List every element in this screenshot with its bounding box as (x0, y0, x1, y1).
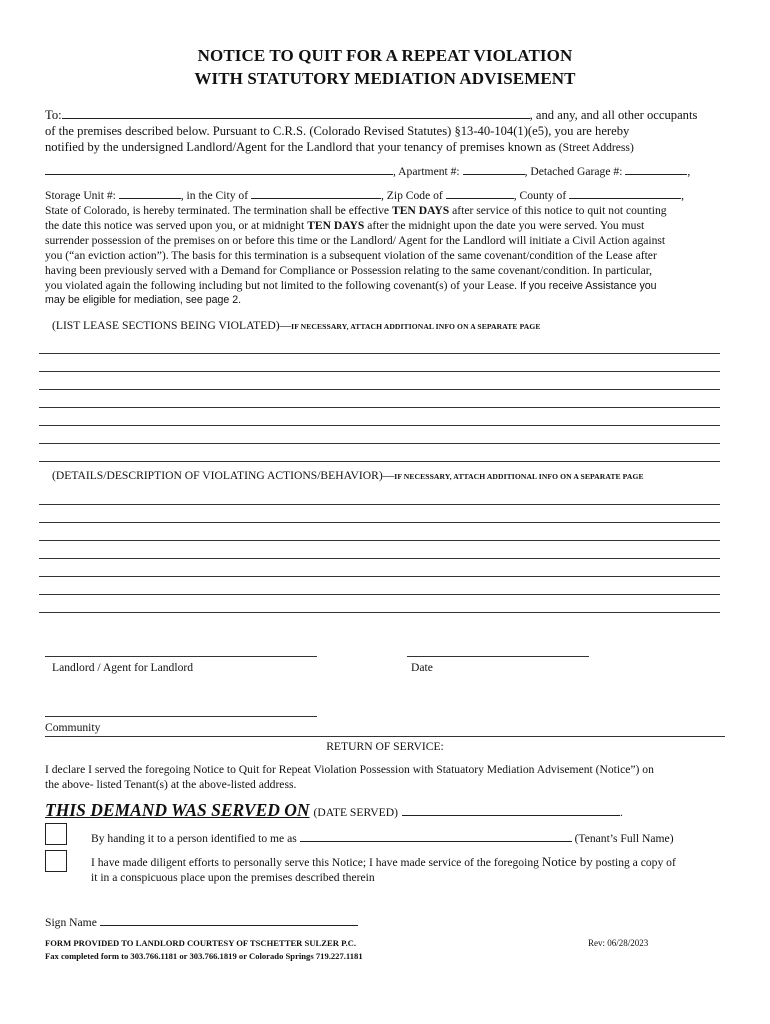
intro-line-2: of the premises described below. Pursuant to C.R.S. (Colorado Revised Statutes) §13-40-104(1)(e5), you are hereby (45, 124, 630, 138)
details-line-6[interactable] (39, 594, 720, 595)
zip-label: , Zip Code of (380, 189, 443, 202)
lease-line-6[interactable] (39, 443, 720, 444)
details-line-3[interactable] (39, 540, 720, 541)
storage-label: Storage Unit #: (45, 189, 116, 202)
date-signature-line[interactable] (407, 656, 589, 657)
body-line-1-text: State of Colorado, is hereby terminated. The termination shall be effective (45, 204, 390, 217)
section-divider (45, 736, 725, 737)
served-suffix: . (619, 806, 623, 819)
lease-line-2[interactable] (39, 371, 720, 372)
revision-date: Rev: 06/28/2023 (588, 938, 649, 948)
garage-field[interactable] (625, 163, 687, 175)
lease-line-7[interactable] (39, 461, 720, 462)
lease-line-4[interactable] (39, 407, 720, 408)
to-suffix: , and any, and all other occupants (529, 108, 698, 122)
county-label: , County of (513, 189, 567, 202)
details-heading (52, 468, 644, 484)
details-line-1[interactable] (39, 504, 720, 505)
intro-line-3 (45, 139, 634, 155)
hand-delivery-text: By handing it to a person identified to me as (91, 832, 297, 845)
title-line-2: WITH STATUTORY MEDIATION ADVISEMENT (194, 69, 576, 88)
hand-delivery-checkbox[interactable] (45, 823, 67, 845)
body-line-6 (45, 278, 657, 294)
body-line-3: surrender possession of the premises on or before this time or the Landlord/ Agent for the Landlord will initiate a Civil Action against (45, 234, 666, 247)
tenant-name-hint: (Tenant’s Full Name) (574, 832, 674, 845)
body-line-2 (45, 218, 644, 233)
zip-field[interactable] (446, 187, 514, 199)
body-line-6-text: you violated again the following including but not limited to the following covenant(s) of your Lease. (45, 279, 518, 292)
ten-days-bold-2: TEN DAYS (307, 219, 365, 232)
date-label: Date (411, 661, 433, 674)
details-line-7[interactable] (39, 612, 720, 613)
body-line-2-text: the date this notice was served upon you, or at midnight (45, 219, 305, 232)
city-label: , in the City of (180, 189, 249, 202)
mediation-note: may be eligible for mediation, see page 2. (45, 294, 242, 306)
posting-text-c: posting a copy of (595, 856, 676, 869)
body-line-1-end: after service of this notice to quit not counting (452, 204, 667, 217)
county-suffix: , (681, 189, 685, 202)
details-line-4[interactable] (39, 558, 720, 559)
lease-line-5[interactable] (39, 425, 720, 426)
intro-to-line (45, 107, 745, 123)
ten-days-bold-1: TEN DAYS (391, 204, 450, 217)
garage-suffix: , (687, 165, 691, 178)
title-line-1: NOTICE TO QUIT FOR A REPEAT VIOLATION (197, 46, 573, 65)
posting-line-1 (91, 854, 676, 870)
posting-text-b: Notice by (541, 854, 593, 869)
body-line-2-end: after the midnight upon the date you were served. You must (367, 219, 645, 232)
landlord-agent-label: Landlord / Agent for Landlord (52, 661, 194, 674)
premises-line (45, 163, 690, 179)
posting-line-2: it in a conspicuous place upon the premises described therein (91, 871, 375, 884)
details-line-2[interactable] (39, 522, 720, 523)
community-line[interactable] (45, 716, 317, 717)
declare-line-1: I declare I served the foregoing Notice to Quit for Repeat Violation Possession with Statuatory Mediation Advisement (Notice”) on (45, 763, 654, 776)
apartment-label: , Apartment #: (393, 165, 460, 178)
street-address-hint: (Street Address) (558, 141, 634, 154)
posting-checkbox[interactable] (45, 850, 67, 872)
apartment-field[interactable] (463, 163, 525, 175)
body-line-4: you (“an eviction action”). The basis for this termination is a subsequent violation of the same covenant/condition of the Lease after (45, 249, 657, 262)
date-served-field[interactable] (402, 804, 620, 816)
details-note: IF NECESSARY, ATTACH ADDITIONAL INFO ON A SEPARATE PAGE (394, 472, 644, 481)
garage-label: , Detached Garage #: (524, 165, 623, 178)
lease-line-3[interactable] (39, 389, 720, 390)
details-line-5[interactable] (39, 576, 720, 577)
sign-name-line (45, 914, 358, 930)
assistance-note: If you receive Assistance you (519, 280, 657, 292)
footer-courtesy: FORM PROVIDED TO LANDLORD COURTESY OF TSCHETTER SULZER P.C. (45, 938, 357, 948)
return-of-service-heading: RETURN OF SERVICE: (326, 740, 444, 753)
city-field[interactable] (251, 187, 381, 199)
served-on-line (45, 800, 623, 821)
landlord-signature-line[interactable] (45, 656, 317, 657)
tenant-name-field[interactable] (300, 830, 572, 842)
lease-sections-label: (LIST LEASE SECTIONS BEING VIOLATED)— (52, 319, 292, 332)
date-served-label: (DATE SERVED) (313, 806, 398, 819)
posting-text-a: I have made diligent efforts to personally serve this Notice; I have made service of the foregoing (91, 856, 539, 869)
community-label: Community (45, 721, 101, 734)
to-label: To: (45, 108, 62, 122)
intro-line-3-text: notified by the undersigned Landlord/Agent for the Landlord that your tenancy of premises known as (45, 140, 556, 154)
body-line-5: having been previously served with a Demand for Compliance or Possession relating to the same covenant/condition. In particular, (45, 264, 653, 277)
declare-line-2: the above- listed Tenant(s) at the above-listed address. (45, 778, 297, 791)
sign-name-label: Sign Name (45, 916, 97, 929)
served-on-title: THIS DEMAND WAS SERVED ON (45, 800, 310, 820)
sign-name-field[interactable] (100, 914, 358, 926)
lease-sections-note: IF NECESSARY, ATTACH ADDITIONAL INFO ON A SEPARATE PAGE (291, 322, 541, 331)
footer-fax: Fax completed form to 303.766.1181 or 303.766.1819 or Colorado Springs 719.227.1181 (45, 951, 363, 961)
details-label: (DETAILS/DESCRIPTION OF VIOLATING ACTIONS/BEHAVIOR)— (52, 469, 395, 482)
county-field[interactable] (569, 187, 681, 199)
location-line (45, 187, 684, 203)
to-field[interactable] (62, 107, 530, 119)
lease-sections-heading (52, 318, 541, 334)
storage-field[interactable] (119, 187, 181, 199)
hand-delivery-line (91, 830, 674, 846)
body-line-1 (45, 203, 667, 218)
street-address-field[interactable] (45, 163, 393, 175)
lease-line-1[interactable] (39, 353, 720, 354)
